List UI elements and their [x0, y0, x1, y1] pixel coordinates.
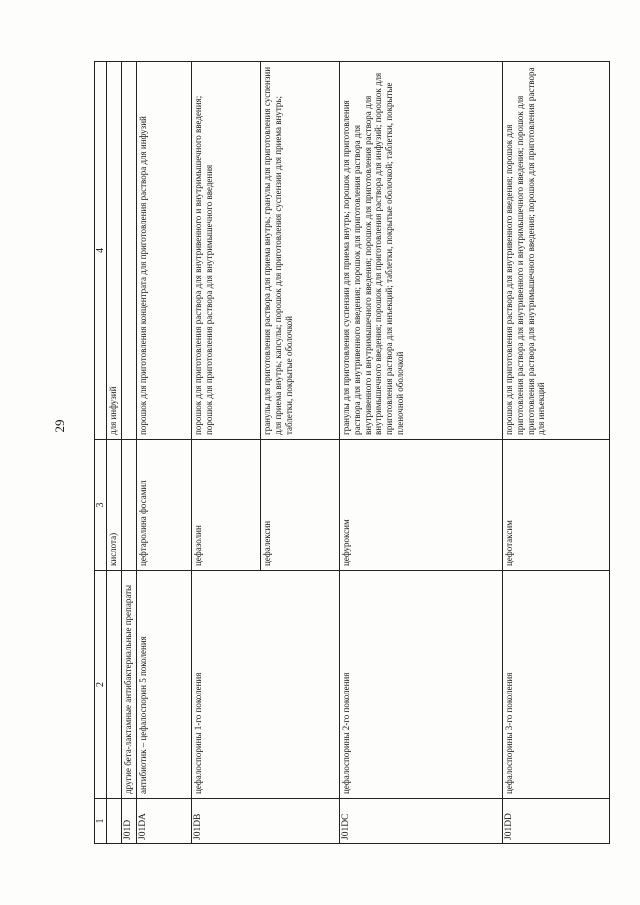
- substance-cell: кислота): [107, 440, 122, 571]
- rotated-table-container: [94, 62, 578, 844]
- substance-cell: цефазолин: [192, 440, 261, 571]
- column-number-3: 3: [95, 440, 107, 571]
- forms-cell: гранулы для приготовления суспензии для приема внутрь; порошок для приготовления раствора для внутривенного введения; порошок для приготовления раствора для внутривенного и внутримышечного введения; порошок для приготовления раствора для внутримышечного введения; порошок для приготовления раствора для инфузий; порошок для приготовления раствора для инъекций; таблетки, покрытые оболочкой; таблетки, покрытые пленочной оболочкой: [340, 62, 503, 440]
- forms-cell: порошок для приготовления концентрата для приготовления раствора для инфузий: [137, 62, 192, 440]
- group-cell: другие бета-лактамные антибактериальные препараты: [122, 571, 137, 799]
- drug-table: [94, 61, 610, 844]
- forms-cell: для инфузий: [107, 62, 122, 440]
- table-row: [122, 62, 137, 844]
- substance-cell: цефалексин: [261, 440, 340, 571]
- code-cell: J01DC: [340, 799, 503, 844]
- forms-cell: [122, 62, 137, 440]
- code-cell: J01DA: [137, 799, 192, 844]
- code-cell: [107, 799, 122, 844]
- table-row: [137, 62, 192, 844]
- column-number-1: 1: [95, 799, 107, 844]
- substance-cell: цефуроксим: [340, 440, 503, 571]
- forms-cell: порошок для приготовления раствора для внутривенного введения; порошок для приготовления раствора для внутривенного и внутримышечного введения; порошок для приготовления раствора для внутримышечного введения; порошок для приготовления раствора для инъекций: [503, 62, 610, 440]
- forms-cell: порошок для приготовления раствора для внутривенного и внутримышечного введения; порошок для приготовления раствора для внутримышечного введения: [192, 62, 261, 440]
- table-row: [340, 62, 503, 844]
- group-cell: цефалоспорины 3-го поколения: [503, 571, 610, 799]
- substance-cell: [122, 440, 137, 571]
- table-row-continuation: [107, 62, 122, 844]
- table-row: [192, 62, 261, 844]
- column-number-2: 2: [95, 571, 107, 799]
- page-number: 29: [52, 419, 67, 433]
- code-cell: J01DB: [192, 799, 340, 844]
- group-cell: антибиотик – цефалоспорин 5 поколения: [137, 571, 192, 799]
- column-number-4: 4: [95, 62, 107, 440]
- substance-cell: цефтаролина фосамил: [137, 440, 192, 571]
- group-cell: [107, 571, 122, 799]
- table-header-row: [95, 62, 107, 844]
- code-cell: J01D: [122, 799, 137, 844]
- substance-cell: цефотаксим: [503, 440, 610, 571]
- forms-cell: гранулы для приготовления раствора для приема внутрь; гранулы для приготовления суспензии для приема внутрь; капсулы; порошок для приготовления суспензии для приема внутрь; таблетки, покрытые оболочкой: [261, 62, 340, 440]
- group-cell: цефалоспорины 1-го поколения: [192, 571, 340, 799]
- table-row: [503, 62, 610, 844]
- group-cell: цефалоспорины 2-го поколения: [340, 571, 503, 799]
- code-cell: J01DD: [503, 799, 610, 844]
